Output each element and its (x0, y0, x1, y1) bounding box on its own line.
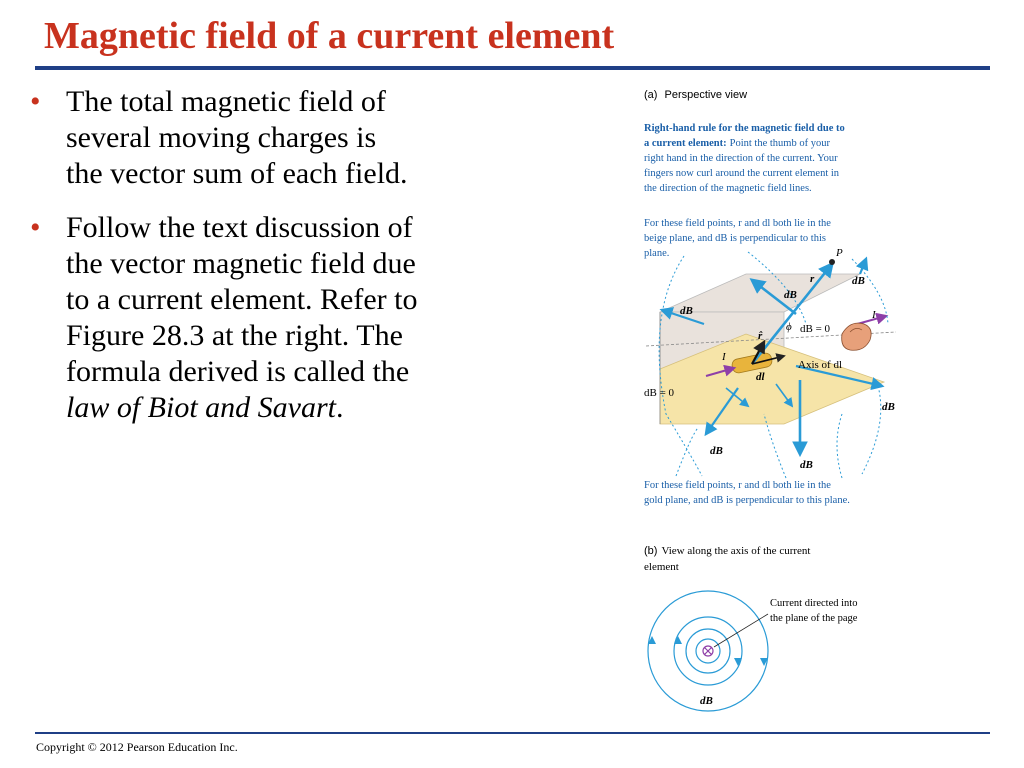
current-into-page-symbol (703, 646, 713, 656)
gold-plane-note (644, 480, 850, 506)
svg-text:beige plane, and dB is perpend: beige plane, and dB is perpendicular to this (644, 233, 826, 244)
bullet-line: to a current element. Refer to (66, 283, 418, 316)
footer-divider (35, 732, 990, 734)
svg-text:For these field points, r and: For these field points, r and dl both lie in the (644, 480, 831, 491)
svg-text:dB: dB (784, 289, 797, 301)
part-a-label: (a) Perspective view (644, 89, 748, 101)
bullet-line: formula derived is called the (66, 355, 410, 388)
svg-text:the direction of the magnetic: the direction of the magnetic field lines. (644, 183, 812, 194)
copyright-footer: Copyright © 2012 Pearson Education Inc. (36, 740, 238, 754)
svg-text:the plane of the page: the plane of the page (770, 613, 858, 624)
bullet-marker: • (30, 85, 41, 118)
bullet-line: several moving charges is (66, 121, 377, 154)
db-label-b: dB (700, 695, 713, 707)
svg-text:I: I (722, 351, 726, 363)
svg-text:a current element:Point the th: a current element: Point the thumb of your (644, 138, 830, 149)
svg-text:ϕ: ϕ (786, 321, 792, 333)
svg-text:dB: dB (800, 459, 813, 471)
svg-text:plane.: plane. (644, 248, 670, 259)
svg-text:Axis of dl: Axis of dl (798, 359, 842, 371)
beige-plane-note (644, 218, 831, 259)
figure-28-3 (636, 84, 918, 714)
right-hand-icon (842, 323, 871, 350)
bullet-line: The total magnetic field of (66, 85, 386, 118)
svg-text:dB: dB (680, 305, 693, 317)
svg-text:element: element (644, 561, 679, 573)
svg-text:fingers now curl around the cu: fingers now curl around the current element in (644, 168, 840, 179)
bullet-list (30, 84, 510, 444)
bullet-item (30, 84, 510, 192)
bullet-line: the vector sum of each field. (66, 157, 408, 190)
db-arrow (860, 259, 866, 274)
svg-text:(b)View along the axis of the: (b) View along the axis of the current (644, 545, 811, 557)
svg-text:dB = 0: dB = 0 (800, 323, 831, 335)
svg-text:gold plane, and dB is perpendi: gold plane, and dB is perpendicular to this plane. (644, 495, 850, 506)
biot-savart-term: law of Biot and Savart (66, 391, 336, 424)
svg-text:r: r (810, 273, 815, 285)
svg-text:For these field points, r and: For these field points, r and dl both lie in the (644, 218, 831, 229)
svg-text:I: I (872, 309, 876, 321)
svg-text:dB: dB (882, 401, 895, 413)
svg-text:Current directed into: Current directed into (770, 598, 858, 609)
current-direction-note (770, 598, 858, 624)
part-b-title (644, 545, 810, 573)
svg-text:dB = 0: dB = 0 (644, 387, 675, 399)
bullet-line: Figure 28.3 at the right. The (66, 319, 403, 352)
figure-svg (636, 84, 918, 714)
svg-text:r̂: r̂ (758, 330, 763, 342)
svg-text:dl: dl (756, 371, 765, 383)
title-divider (35, 66, 990, 70)
bullet-line: the vector magnetic field due (66, 247, 416, 280)
svg-text:Right-hand rule for the magnet: Right-hand rule for the magnetic field due to (644, 123, 845, 134)
svg-text:P: P (836, 247, 843, 259)
svg-text:dB: dB (852, 275, 865, 287)
right-hand-rule-text (644, 123, 845, 194)
bullet-punct: . (336, 391, 344, 424)
bullet-item (30, 210, 510, 426)
bullet-marker: • (30, 211, 41, 244)
slide-title: Magnetic field of a current element (44, 15, 615, 57)
svg-text:dB: dB (710, 445, 723, 457)
svg-text:right hand in the direction of: right hand in the direction of the current. Your (644, 153, 838, 164)
point-p (829, 259, 835, 265)
bullet-line (66, 390, 510, 426)
bullet-line: Follow the text discussion of (66, 211, 413, 244)
